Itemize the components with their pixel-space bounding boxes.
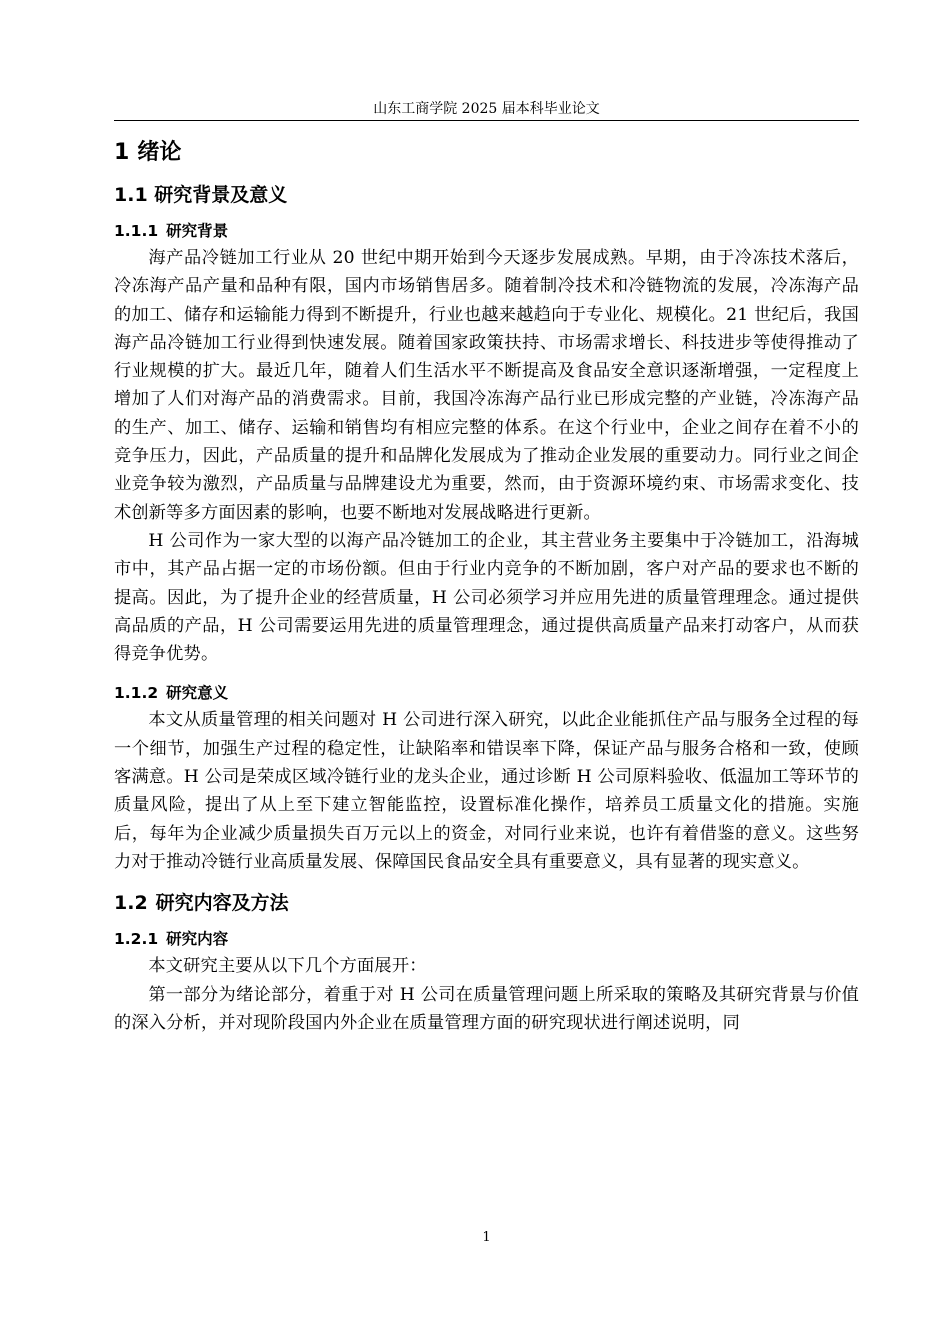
body-paragraph: H 公司作为一家大型的以海产品冷链加工的企业，其主营业务主要集中于冷链加工，沿海城市中，其产品占据一定的市场份额。但由于行业内竞争的不断加剧，客户对产品的要求也不断的提高。因此，为了提升企业的经营质量，H 公司必须学习并应用先进的质量管理理念。通过提供高品质的产品，H 公司需要运用先进的质量管理理念，通过提供高质量产品来打动客户，从而获得竞争优势。 — [114, 530, 859, 665]
chapter-title: 绪论 — [137, 140, 182, 165]
subsection-number: 1.1.2 — [114, 684, 159, 703]
section-heading — [114, 888, 859, 918]
subsection-heading — [114, 926, 859, 952]
section-number: 1.2 — [114, 892, 148, 915]
page-number: 1 — [482, 1230, 491, 1245]
section-number: 1.1 — [114, 184, 148, 206]
body-paragraph: 第一部分为绪论部分，着重于对 H 公司在质量管理问题上所采取的策略及其研究背景与价值的深入分析，并对现阶段国内外企业在质量管理方面的研究现状进行阐述说明，同 — [114, 984, 859, 1033]
body-paragraph: 本文研究主要从以下几个方面展开： — [148, 956, 427, 977]
body-paragraph: 本文从质量管理的相关问题对 H 公司进行深入研究，以此企业能抓住产品与服务全过程的每一个细节，加强生产过程的稳定性，让缺陷率和错误率下降，保证产品与服务合格和一致，使顾客满意。H 公司是荣成区域冷链行业的龙头企业，通过诊断 H 公司原料验收、低温加工等环节的质量风险，提出了从上至下建立智能监控，设置标准化操作，培养员工质量文化的措施。实施后，每年为企业减少质量损失百万元以上的资金，对同行业来说，也许有着借鉴的意义。这些努力对于推动冷链行业高质量发展、保障国民食品安全具有重要意义，具有显著的现实意义。 — [114, 710, 859, 872]
chapter-number: 1 — [114, 140, 130, 165]
header-divider — [114, 120, 859, 121]
section-heading — [114, 180, 859, 210]
section-title: 研究背景及意义 — [154, 184, 288, 206]
subsection-title: 研究意义 — [166, 684, 229, 703]
subsection-number: 1.2.1 — [114, 930, 159, 949]
subsection-heading — [114, 218, 859, 244]
running-header: 山东工商学院 2025 届本科毕业论文 — [373, 101, 600, 117]
page-body — [114, 136, 859, 1037]
subsection-number: 1.1.1 — [114, 222, 159, 240]
body-paragraph: 海产品冷链加工行业从 20 世纪中期开始到今天逐步发展成熟。早期，由于冷冻技术落后，冷冻海产品产量和品种有限，国内市场销售居多。随着制冷技术和冷链物流的发展，冷冻海产品的加工、储存和运输能力得到不断提升，行业也越来越趋向于专业化、规模化。21 世纪后，我国海产品冷链加工行业得到快速发展。随着国家政策扶持、市场需求增长、科技进步等使得推动了行业规模的扩大。最近几年，随着人们生活水平不断提高及食品安全意识逐渐增强，一定程度上增加了人们对海产品的消费需求。目前，我国冷冻海产品行业已形成完整的产业链，冷冻海产品的生产、加工、储存、运输和销售均有相应完整的体系。在这个行业中，企业之间存在着不小的竞争压力，因此，产品质量的提升和品牌化发展成为了推动企业发展的重要动力。同行业之间企业竞争较为激烈，产品质量与品牌建设尤为重要，然而，由于资源环境约束、市场需求变化、技术创新等多方面因素的影响，也要不断地对发展战略进行更新。 — [114, 248, 859, 523]
subsection-heading — [114, 680, 859, 706]
section-title: 研究内容及方法 — [155, 892, 289, 915]
subsection-title: 研究内容 — [166, 930, 229, 949]
subsection-title: 研究背景 — [166, 222, 229, 240]
chapter-heading — [114, 136, 859, 170]
